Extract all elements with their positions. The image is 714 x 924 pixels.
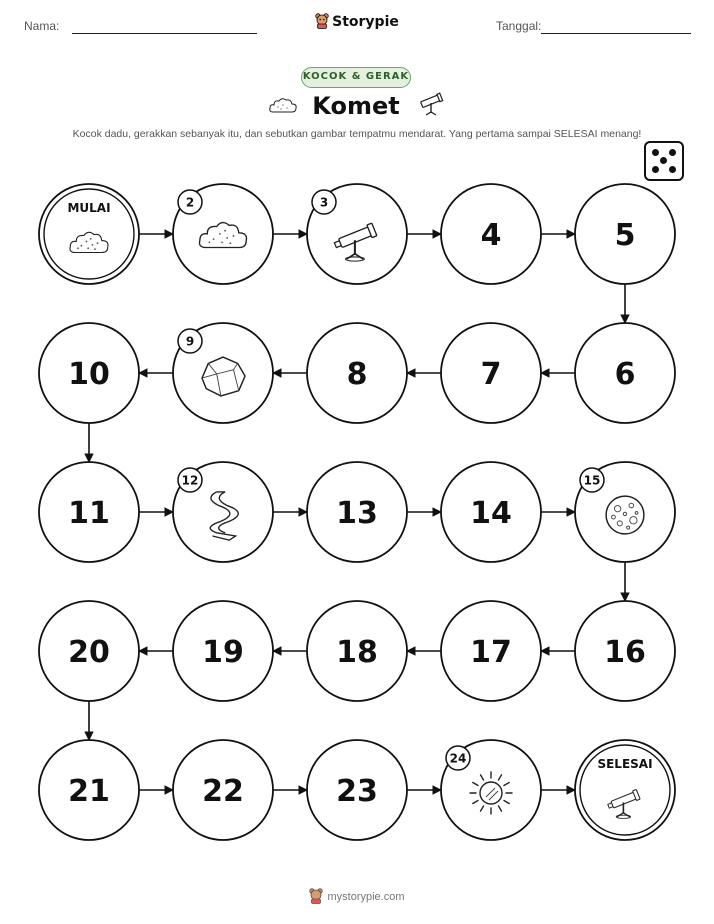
space-number: 5 — [614, 218, 636, 253]
space-number: 20 — [68, 635, 110, 670]
space-number: 7 — [480, 357, 502, 392]
space-number: 17 — [470, 635, 512, 670]
space-label: MULAI — [67, 201, 111, 215]
space-number: 23 — [336, 774, 378, 809]
space-number-badge — [178, 468, 202, 492]
space-number: 9 — [185, 334, 195, 349]
space-number-badge — [178, 190, 202, 214]
board-space-11 — [39, 462, 139, 562]
space-number: 13 — [336, 496, 378, 531]
board-space-4 — [441, 184, 541, 284]
board-space-24 — [441, 740, 541, 840]
finish-space — [575, 740, 675, 840]
board-space-7 — [441, 323, 541, 423]
instructions: Kocok dadu, gerakkan sebanyak itu, dan sebutkan gambar tempatmu mendarat. Yang pertama sampai SELESAI menang! — [72, 128, 642, 140]
space-number-badge — [580, 468, 604, 492]
board-space-8 — [307, 323, 407, 423]
board-space-9 — [173, 323, 273, 423]
space-number-badge — [446, 746, 470, 770]
space-number: 18 — [336, 635, 378, 670]
space-number: 14 — [470, 496, 512, 531]
board-space-5 — [575, 184, 675, 284]
space-circle — [575, 740, 675, 840]
footer-url: mystorypie.com — [327, 891, 405, 903]
brand-name: Storypie — [332, 14, 399, 30]
name-label: Nama: — [24, 19, 60, 33]
space-number: 10 — [68, 357, 110, 392]
space-number: 21 — [68, 774, 110, 809]
space-number: 16 — [604, 635, 646, 670]
board-space-20 — [39, 601, 139, 701]
board-space-2 — [173, 184, 273, 284]
space-number: 11 — [68, 496, 110, 531]
space-number: 12 — [181, 473, 199, 488]
space-number: 22 — [202, 774, 244, 809]
page-title: Komet — [312, 92, 400, 120]
space-number: 15 — [583, 473, 601, 488]
board-space-19 — [173, 601, 273, 701]
moon-icon — [606, 496, 644, 534]
space-number-badge — [312, 190, 336, 214]
footer — [0, 888, 714, 904]
board-space-18 — [307, 601, 407, 701]
space-number: 19 — [202, 635, 244, 670]
space-label: SELESAI — [597, 757, 653, 771]
board-space-17 — [441, 601, 541, 701]
space-number-badge — [178, 329, 202, 353]
space-number: 24 — [449, 751, 467, 766]
board-space-6 — [575, 323, 675, 423]
board-space-15 — [575, 462, 675, 562]
game-type-badge: KOCOK & GERAK — [301, 67, 411, 88]
space-number: 4 — [480, 218, 502, 253]
board-space-21 — [39, 740, 139, 840]
board-space-14 — [441, 462, 541, 562]
date-label: Tanggal: — [496, 19, 542, 33]
space-number: 3 — [319, 195, 329, 210]
space-number: 6 — [614, 357, 636, 392]
board-space-23 — [307, 740, 407, 840]
board-space-22 — [173, 740, 273, 840]
board-space-13 — [307, 462, 407, 562]
board-space-16 — [575, 601, 675, 701]
space-number: 8 — [346, 357, 368, 392]
bear-icon — [309, 888, 323, 904]
board-space-12 — [173, 462, 273, 562]
board-space-3 — [307, 184, 407, 284]
space-number: 2 — [185, 195, 195, 210]
start-space — [39, 184, 139, 284]
board-space-10 — [39, 323, 139, 423]
